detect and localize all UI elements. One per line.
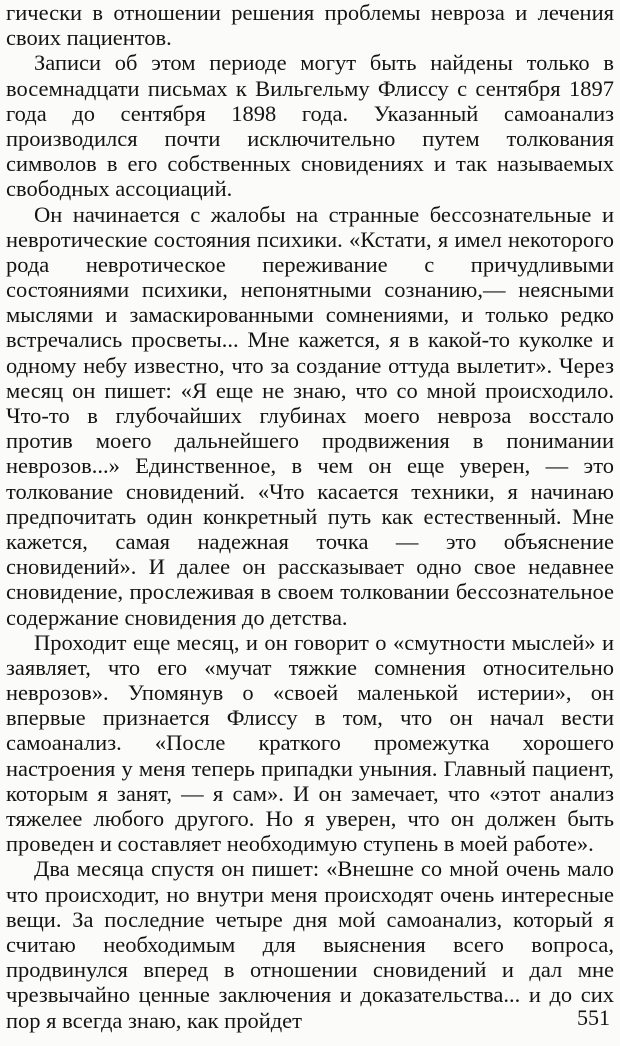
paragraph-two-months-later: Два месяца спустя он пишет: «Внешне со мной очень мало что происходит, но внутри меня происходят очень интересные вещи. За последние четыре дня мой самоанализ, который я считаю необходимым для выяснения всего вопроса, продвинулся вперед в отношении сновидений и дал мне чрезвычайно ценные заключения и доказательства... и до сих пор я всегда знаю, как пройдет (6, 856, 614, 1033)
paragraph-neurotic-states: Он начинается с жалобы на странные бессознательные и невротические состояния психики. «Кстати, я имел некоторого рода невротическое переживание с причудливыми состояниями психики, непонятными сознанию,— неясными мыслями и замаскированными сомнениями, и только редко встречались просветы... Мне кажется, я в какой-то куколке и одному небу известно, что за создание оттуда вылетит». Через месяц он пишет: «Я еще не знаю, что со мной происходило. Что-то в глубочайших глубинах моего невроза восстало против моего дальнейшего продвижения в понимании неврозов...» Единственное, в чем он еще уверен, — это толкование сновидений. «Что касается техники, я начинаю предпочитать один конкретный путь как естественный. Мне кажется, самая надежная точка — это объяснение сновидений». И далее он рассказывает одно свое недавнее сновидение, прослеживая в своем толковании бессознательное содержание сновидения до детства. (6, 201, 614, 630)
paragraph-self-analysis-begins: Проходит еще месяц, и он говорит о «смутности мыслей» и заявляет, что его «мучат тяжкие сомнения относительно неврозов». Упомянув о «своей маленькой истерии», он впервые признается Флиссу в том, что он начал вести самоанализ. «После краткого промежутка хорошего настроения у меня теперь припадки уныния. Главный пациент, которым я занят, — я сам». И он замечает, что «этот анализ тяжелее любого другого. Но я уверен, что он должен быть проведен и составляет необходимую ступень в моей работе». (6, 629, 614, 857)
page-number: 551 (577, 1005, 610, 1030)
page-body-text (6, 0, 614, 1033)
paragraph-fliess-letters: Записи об этом периоде могут быть найдены только в восемнадцати письмах к Вильгельму Флиссу с сентября 1897 года до сентября 1898 года. Указанный самоанализ производился почти исключительно путем толкования символов в его собственных сновидениях и так называемых свободных ассоциаций. (6, 50, 614, 202)
paragraph-continuation: гически в отношении решения проблемы невроза и лечения своих пациентов. (6, 0, 614, 51)
